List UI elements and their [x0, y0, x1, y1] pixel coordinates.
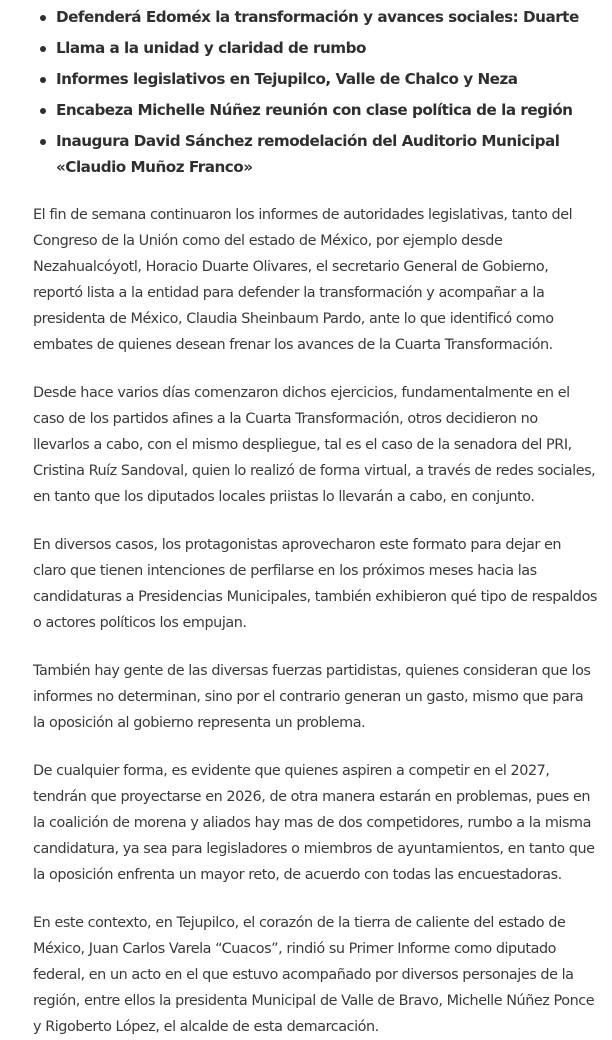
article-paragraph: De cualquier forma, es evidente que quienes aspiren a competir en el 2027, tendrán que proyectarse en 2026, de otra manera estarán en problemas, pues en la coalición de morena y aliados hay mas de dos competidores, rumbo a la misma candidatura, ya sea para legisladores o miembros de ayuntamientos, en tanto que la oposición enfrenta un mayor reto, de acuerdo con todas las encuestadoras. — [33, 763, 595, 883]
bullet-icon — [40, 77, 46, 83]
article-body — [33, 202, 598, 1040]
related-headline-link[interactable]: Defenderá Edoméx la transformación y avances sociales: Duarte — [56, 8, 579, 26]
related-headline-link[interactable]: Encabeza Michelle Núñez reunión con clase política de la región — [56, 101, 573, 119]
related-headline-item — [33, 97, 598, 123]
related-headline-link[interactable]: Inaugura David Sánchez remodelación del Auditorio Municipal «Claudio Muñoz Franco» — [56, 132, 560, 176]
article-paragraph: Desde hace varios días comenzaron dichos ejercicios, fundamentalmente en el caso de los partidos afines a la Cuarta Transformación, otros decidieron no llevarlos a cabo, con el mismo despliegue, tal es el caso de la senadora del PRI, Cristina Ruíz Sandoval, quien lo realizó de forma virtual, a través de redes sociales, en tanto que los diputados locales priistas lo llevarán a cabo, en conjunto. — [33, 385, 596, 505]
related-headline-item — [33, 128, 598, 180]
related-headlines-list — [33, 0, 598, 180]
related-headline-link[interactable]: Informes legislativos en Tejupilco, Valle de Chalco y Neza — [56, 70, 518, 88]
bullet-icon — [40, 139, 46, 145]
article-paragraph: También hay gente de las diversas fuerzas partidistas, quienes consideran que los informes no determinan, sino por el contrario generan un gasto, mismo que para la oposición al gobierno representa un problema. — [33, 663, 591, 731]
article-paragraph: El fin de semana continuaron los informes de autoridades legislativas, tanto del Congreso de la Unión como del estado de México, por ejemplo desde Nezahualcóyotl, Horacio Duarte Olivares, el secretario General de Gobierno, reportó lista a la entidad para defender la transformación y acompañar a la presidenta de México, Claudia Sheinbaum Pardo, ante lo que identificó como embates de quienes desean frenar los avances de la Cuarta Transformación. — [33, 207, 573, 353]
related-headline-link[interactable]: Llama a la unidad y claridad de rumbo — [56, 39, 366, 57]
article-paragraph: En este contexto, en Tejupilco, el corazón de la tierra de caliente del estado de México, Juan Carlos Varela “Cuacos”, rindió su Primer Informe como diputado federal, en un acto en el que estuvo acompañado por diversos personajes de la región, entre ellos la presidenta Municipal de Valle de Bravo, Michelle Núñez Ponce y Rigoberto López, el alcalde de esta demarcación. — [33, 915, 595, 1035]
bullet-icon — [40, 108, 46, 114]
related-headline-item — [33, 4, 598, 30]
bullet-icon — [40, 15, 46, 21]
article-paragraph: En diversos casos, los protagonistas aprovecharon este formato para dejar en claro que tienen intenciones de perfilarse en los próximos meses hacia las candidaturas a Presidencias Municipales, también exhibieron qué tipo de respaldos o actores políticos los empujan. — [33, 537, 597, 631]
related-headline-item — [33, 66, 598, 92]
related-headline-item — [33, 35, 598, 61]
bullet-icon — [40, 46, 46, 52]
